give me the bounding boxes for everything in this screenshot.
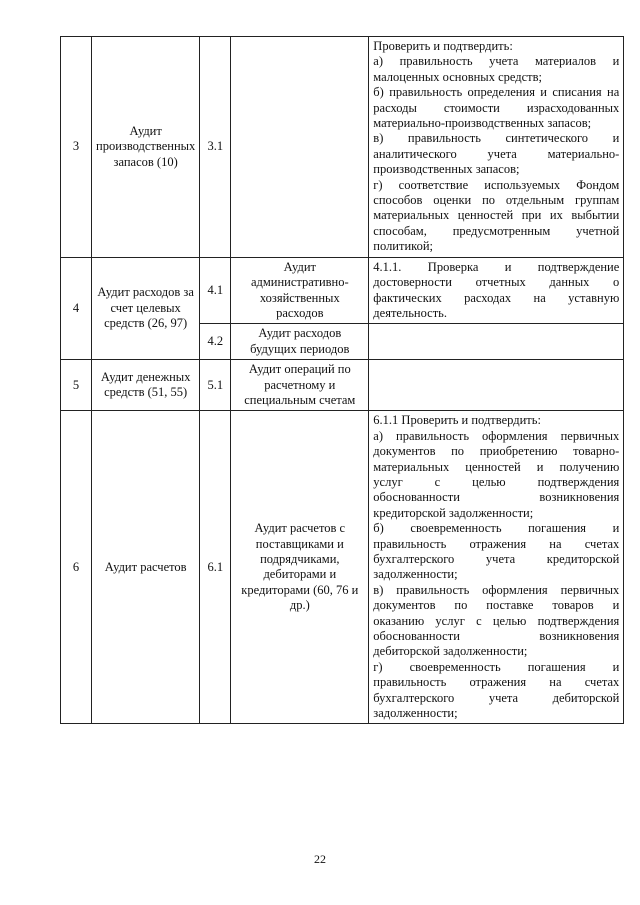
subsection-code: 4.1 xyxy=(200,257,231,324)
audit-procedure xyxy=(369,324,624,360)
audit-object: Аудит расходов будущих периодов xyxy=(231,324,369,360)
procedure-line: 6.1.1 Проверить и подтвердить: xyxy=(373,413,541,428)
row-number: 4 xyxy=(61,257,92,359)
subsection-code: 5.1 xyxy=(200,360,231,411)
procedure-line: правильность отражения на счетах xyxy=(373,675,620,690)
procedure-line: материальных ценностей и получению xyxy=(373,459,620,474)
procedure-line: б) своевременность погашения и xyxy=(373,521,620,536)
procedure-line: фактических расходах на уставную xyxy=(373,290,620,305)
procedure-line: в) правильность оформления первичных xyxy=(373,582,620,597)
table-body xyxy=(61,37,624,724)
audit-program-table xyxy=(60,36,624,724)
audit-object: Аудит операций по расчетному и специальным счетам xyxy=(231,360,369,411)
row-number: 5 xyxy=(61,360,92,411)
audit-procedure xyxy=(369,37,624,258)
procedure-line: аналитического учета материально- xyxy=(373,146,620,161)
subsection-code: 3.1 xyxy=(200,37,231,258)
audit-procedure xyxy=(369,360,624,411)
section-name: Аудит денежных средств (51, 55) xyxy=(92,360,200,411)
procedure-line: производственных запасов; xyxy=(373,162,520,177)
table-row xyxy=(61,360,624,411)
procedure-line: политикой; xyxy=(373,239,434,254)
procedure-line: г) своевременность погашения и xyxy=(373,659,620,674)
procedure-line: материальных ценностей при их выбытии xyxy=(373,208,620,223)
procedure-line: расходы стоимости израсходованных xyxy=(373,100,620,115)
procedure-line: кредиторской задолженности; xyxy=(373,505,534,520)
audit-procedure xyxy=(369,257,624,324)
procedure-line: достоверности отчетных данных о xyxy=(373,275,620,290)
table-row xyxy=(61,411,624,724)
procedure-line: задолженности; xyxy=(373,706,458,721)
section-name: Аудит расчетов xyxy=(92,411,200,724)
procedure-line: обоснованности возникновения xyxy=(373,490,620,505)
audit-object: Аудит расчетов с поставщиками и подрядчиками, дебиторами и кредиторами (60, 76 и др.) xyxy=(231,411,369,724)
procedure-line: б) правильность определения и списания на xyxy=(373,85,620,100)
procedure-line: малоценных основных средств; xyxy=(373,69,542,84)
procedure-line: Проверить и подтвердить: xyxy=(373,39,513,53)
audit-object: Аудит административно-хозяйственных расходов xyxy=(231,257,369,324)
subsection-code: 4.2 xyxy=(200,324,231,360)
procedure-line: документов по приобретению товарно- xyxy=(373,444,620,459)
procedure-line: услуг с целью подтверждения xyxy=(373,474,620,489)
procedure-line: правильность отражения на счетах xyxy=(373,536,620,551)
procedure-line: 4.1.1. Проверка и подтверждение xyxy=(373,259,620,274)
procedure-line: а) правильность оформления первичных xyxy=(373,428,620,443)
procedure-line: задолженности; xyxy=(373,567,458,582)
procedure-line: документов по поставке товаров и xyxy=(373,598,620,613)
table-row xyxy=(61,257,624,324)
audit-procedure xyxy=(369,411,624,724)
section-name: Аудит производственных запасов (10) xyxy=(92,37,200,258)
procedure-line: способов оценки по отдельным группам xyxy=(373,193,620,208)
table-row xyxy=(61,37,624,258)
row-number: 3 xyxy=(61,37,92,258)
procedure-line: в) правильность синтетического и xyxy=(373,131,620,146)
procedure-line: способам, предусмотренным учетной xyxy=(373,223,620,238)
subsection-code: 6.1 xyxy=(200,411,231,724)
row-number: 6 xyxy=(61,411,92,724)
procedure-line: а) правильность учета материалов и xyxy=(373,54,620,69)
procedure-line: бухгалтерского учета кредиторской xyxy=(373,552,620,566)
section-name: Аудит расходов за счет целевых средств (26, 97) xyxy=(92,257,200,359)
procedure-line: обоснованности возникновения xyxy=(373,629,620,644)
procedure-line: материально-производственных запасов; xyxy=(373,116,592,131)
procedure-line: деятельность. xyxy=(373,305,447,320)
procedure-line: оказанию услуг с целью подтверждения xyxy=(373,613,620,628)
audit-object xyxy=(231,37,369,258)
page-number: 22 xyxy=(314,852,326,866)
procedure-line: бухгалтерского учета дебиторской xyxy=(373,690,620,705)
procedure-line: г) соответствие используемых Фондом xyxy=(373,177,620,192)
procedure-line: дебиторской задолженности; xyxy=(373,644,528,659)
